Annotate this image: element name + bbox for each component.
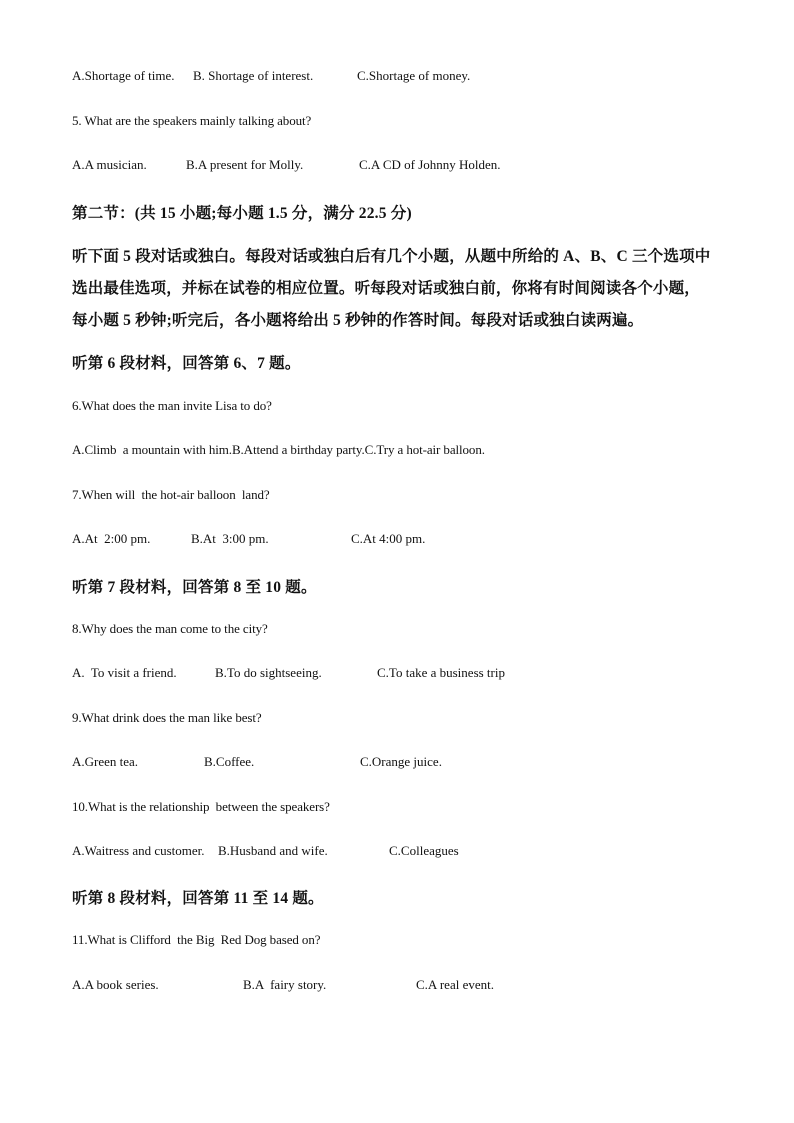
q8-question: 8.Why does the man come to the city? — [72, 621, 268, 636]
q6-options: A.Climb a mountain with him.B.Attend a birthday party.C.Try a hot-air balloon. — [72, 442, 485, 457]
q9-option-b: B.Coffee. — [204, 754, 255, 769]
q4-option-c: C.Shortage of money. — [357, 68, 471, 83]
q6-question: 6.What does the man invite Lisa to do? — [72, 398, 272, 413]
q5-option-a: A.A musician. — [72, 157, 147, 172]
q8-option-a: A. To visit a friend. — [72, 665, 177, 680]
q11-option-b: B.A fairy story. — [243, 977, 327, 992]
q5-option-b: B.A present for Molly. — [186, 157, 304, 172]
q10-option-c: C.Colleagues — [389, 843, 459, 858]
q9-question: 9.What drink does the man like best? — [72, 710, 262, 725]
part6-heading: 听第 6 段材料，回答第 6、7 题。 — [72, 355, 301, 372]
part8-heading: 听第 8 段材料，回答第 11 至 14 题。 — [72, 890, 324, 907]
q9-option-a: A.Green tea. — [72, 754, 139, 769]
q10-option-b: B.Husband and wife. — [218, 843, 328, 858]
section2-instruction-2: 选出最佳选项，并标在试卷的相应位置。听每段对话或独白前，你将有时间阅读各个小题， — [72, 280, 701, 297]
q10-question: 10.What is the relationship between the speakers? — [72, 799, 330, 814]
q8-option-b: B.To do sightseeing. — [215, 665, 322, 680]
q11-option-c: C.A real event. — [416, 977, 494, 992]
q5-option-c: C.A CD of Johnny Holden. — [359, 157, 501, 172]
q5-question: 5. What are the speakers mainly talking about? — [72, 113, 312, 128]
q8-option-c: C.To take a business trip — [377, 665, 505, 680]
section2-instruction-3: 每小题 5 秒钟;听完后，各小题将给出 5 秒钟的作答时间。每段对话或独白读两遍。 — [72, 312, 644, 329]
q9-option-c: C.Orange juice. — [360, 754, 442, 769]
q11-option-a: A.A book series. — [72, 977, 159, 992]
q7-option-a: A.At 2:00 pm. — [72, 531, 151, 546]
q4-option-a: A.Shortage of time. — [72, 68, 175, 83]
section2-instruction-1: 听下面 5 段对话或独白。每段对话或独白后有几个小题，从题中所给的 A、B、C 三个选项中 — [72, 248, 711, 265]
q7-question: 7.When will the hot-air balloon land? — [72, 487, 270, 502]
q11-question: 11.What is Clifford the Big Red Dog based on? — [72, 932, 321, 947]
section2-title: 第二节：(共 15 小题;每小题 1.5 分，满分 22.5 分) — [72, 205, 412, 222]
part7-heading: 听第 7 段材料，回答第 8 至 10 题。 — [72, 579, 317, 596]
q4-option-b: B. Shortage of interest. — [193, 68, 314, 83]
q10-option-a: A.Waitress and customer. — [72, 843, 205, 858]
q7-option-b: B.At 3:00 pm. — [191, 531, 269, 546]
q7-option-c: C.At 4:00 pm. — [351, 531, 426, 546]
